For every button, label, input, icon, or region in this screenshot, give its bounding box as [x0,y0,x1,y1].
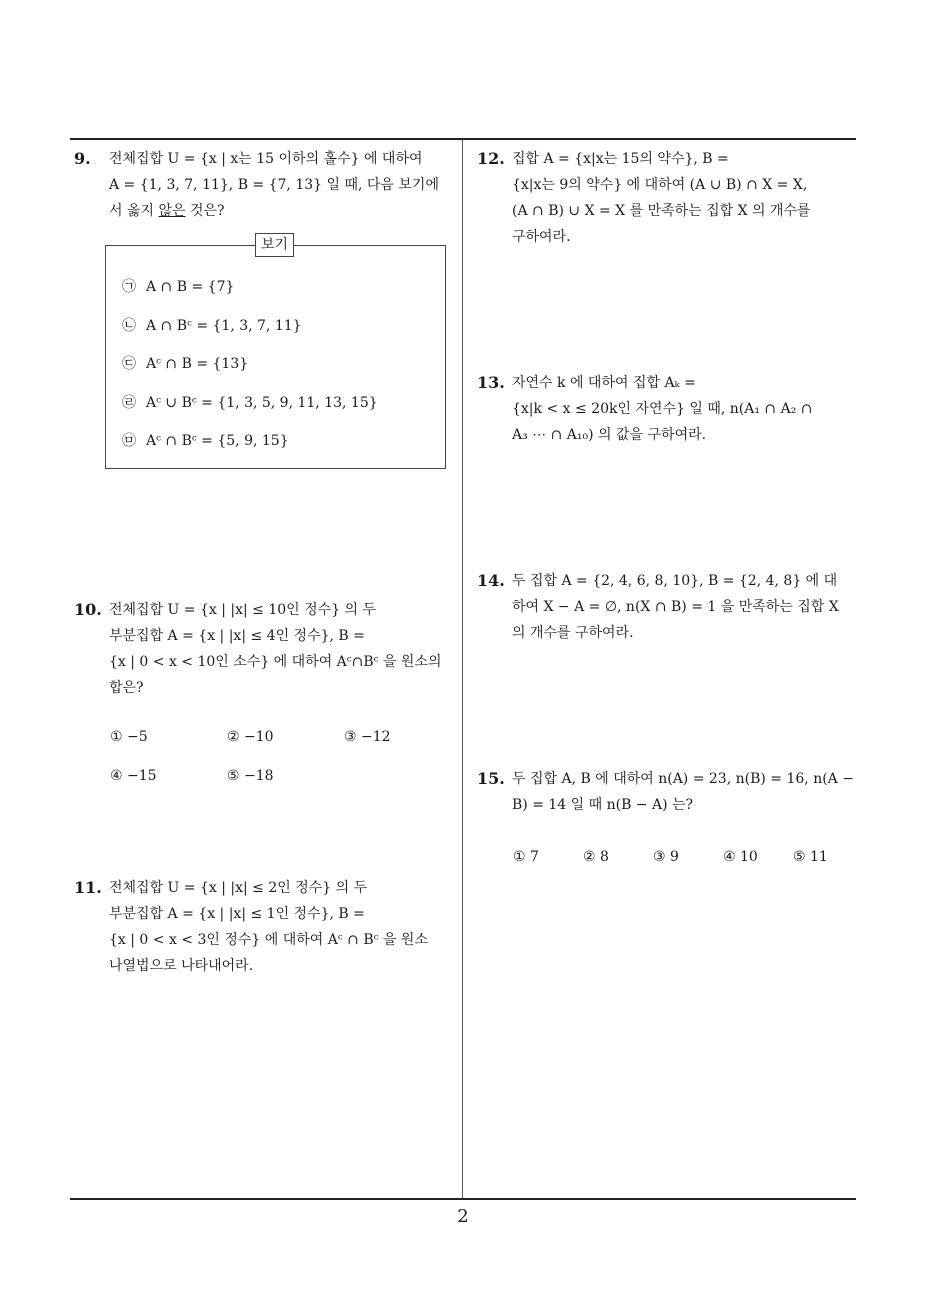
problem-number: 11. [74,878,102,897]
choice-2[interactable]: ② −10 [227,729,274,745]
text-segment: 서 옳지 [109,203,159,219]
choice-3[interactable]: ③ −12 [344,729,391,745]
problem-number: 9. [74,149,91,168]
problem-10 [74,597,458,701]
choice-5[interactable]: ⑤ 11 [793,849,828,865]
problem-line: {x | 0 < x < 10인 소수} 에 대하여 Aᶜ∩Bᶜ 을 원소의 [109,654,442,670]
choice-5[interactable]: ⑤ −18 [227,768,274,784]
bogi-title: 보기 [255,233,294,257]
problem-line: 하여 X − A = ∅, n(X ∩ B) = 1 을 만족하는 집합 X [512,599,839,615]
choice-3[interactable]: ③ 9 [653,849,679,865]
problem-line: 두 집합 A, B 에 대하여 n(A) = 23, n(B) = 16, n(A − [512,771,854,787]
choice-4[interactable]: ④ −15 [110,768,157,784]
bogi-marker: ㉠ [122,279,136,295]
top-rule [70,138,856,140]
problem-line: {x | 0 < x < 3인 정수} 에 대하여 Aᶜ ∩ Bᶜ 을 원소 [109,932,428,948]
problem-line: B) = 14 일 때 n(B − A) 는? [512,797,694,813]
problem-15 [477,766,861,818]
problem-number: 15. [477,769,505,788]
problem-line: 부분집합 A = {x | |x| ≤ 1인 정수}, B = [109,906,365,922]
bottom-rule [70,1198,856,1200]
problem-line: 합은? [109,680,144,696]
bogi-text: A ∩ Bᶜ = {1, 3, 7, 11} [146,318,302,334]
problem-line: 구하여라. [512,229,571,245]
problem-number: 14. [477,571,505,590]
problem-line: {x|k < x ≤ 20k인 자연수} 일 때, n(A₁ ∩ A₂ ∩ [512,401,813,417]
problem-line: {x|x는 9의 약수} 에 대하여 (A ∪ B) ∩ X = X, [512,177,808,193]
problem-line: 부분집합 A = {x | |x| ≤ 4인 정수}, B = [109,628,365,644]
bogi-item [122,354,248,374]
problem-text [512,766,861,818]
page-number: 2 [457,1206,469,1227]
problem-number: 12. [477,149,505,168]
choice-2[interactable]: ② 8 [583,849,609,865]
problem-line: 두 집합 A = {2, 4, 6, 8, 10}, B = {2, 4, 8} 에 대 [512,573,838,589]
underlined-text: 않은 [158,203,186,219]
problem-line: 나열법으로 나타내어라. [109,958,254,974]
problem-number: 10. [74,600,102,619]
problem-number: 13. [477,373,505,392]
problem-text [512,568,861,646]
bogi-item [122,393,378,413]
choice-4[interactable]: ④ 10 [723,849,758,865]
column-divider [462,139,463,1199]
problem-9 [74,146,458,224]
problem-line: (A ∩ B) ∪ X = X 를 만족하는 집합 X 의 개수를 [512,203,811,219]
problem-line: 전체집합 U = {x | |x| ≤ 10인 정수} 의 두 [109,602,377,618]
bogi-text: Aᶜ ∪ Bᶜ = {1, 3, 5, 9, 11, 13, 15} [146,395,378,411]
problem-line: A = {1, 3, 7, 11}, B = {7, 13} 일 때, 다음 보기에 [109,177,439,193]
problem-13 [477,370,861,448]
bogi-text: A ∩ B = {7} [146,279,235,295]
bogi-marker: ㉣ [122,395,136,411]
bogi-marker: ㉡ [122,318,136,334]
problem-line: 전체집합 U = {x | x는 15 이하의 홀수} 에 대하여 [109,151,423,167]
bogi-item [122,277,234,297]
choice-1[interactable]: ① −5 [110,729,148,745]
problem-line: 자연수 k 에 대하여 집합 Aₖ = [512,375,696,391]
problem-text [109,146,458,224]
problem-text [109,597,458,701]
choice-1[interactable]: ① 7 [513,849,539,865]
text-segment: 것은? [185,203,225,219]
problem-12 [477,146,861,250]
bogi-marker: ㉢ [122,356,136,372]
bogi-item [122,316,302,336]
bogi-text: Aᶜ ∩ Bᶜ = {5, 9, 15} [146,433,289,449]
problem-text [512,146,861,250]
problem-text [109,875,458,979]
problem-line: A₃ ⋯ ∩ A₁₀) 의 값을 구하여라. [512,427,707,443]
problem-text [512,370,861,448]
problem-11 [74,875,458,979]
bogi-marker: ㉤ [122,433,136,449]
bogi-item [122,431,289,451]
bogi-text: Aᶜ ∩ B = {13} [146,356,249,372]
problem-line [109,198,458,224]
problem-line: 전체집합 U = {x | |x| ≤ 2인 정수} 의 두 [109,880,368,896]
problem-14 [477,568,861,646]
problem-line: 의 개수를 구하여라. [512,625,634,641]
problem-line: 집합 A = {x|x는 15의 약수}, B = [512,151,729,167]
